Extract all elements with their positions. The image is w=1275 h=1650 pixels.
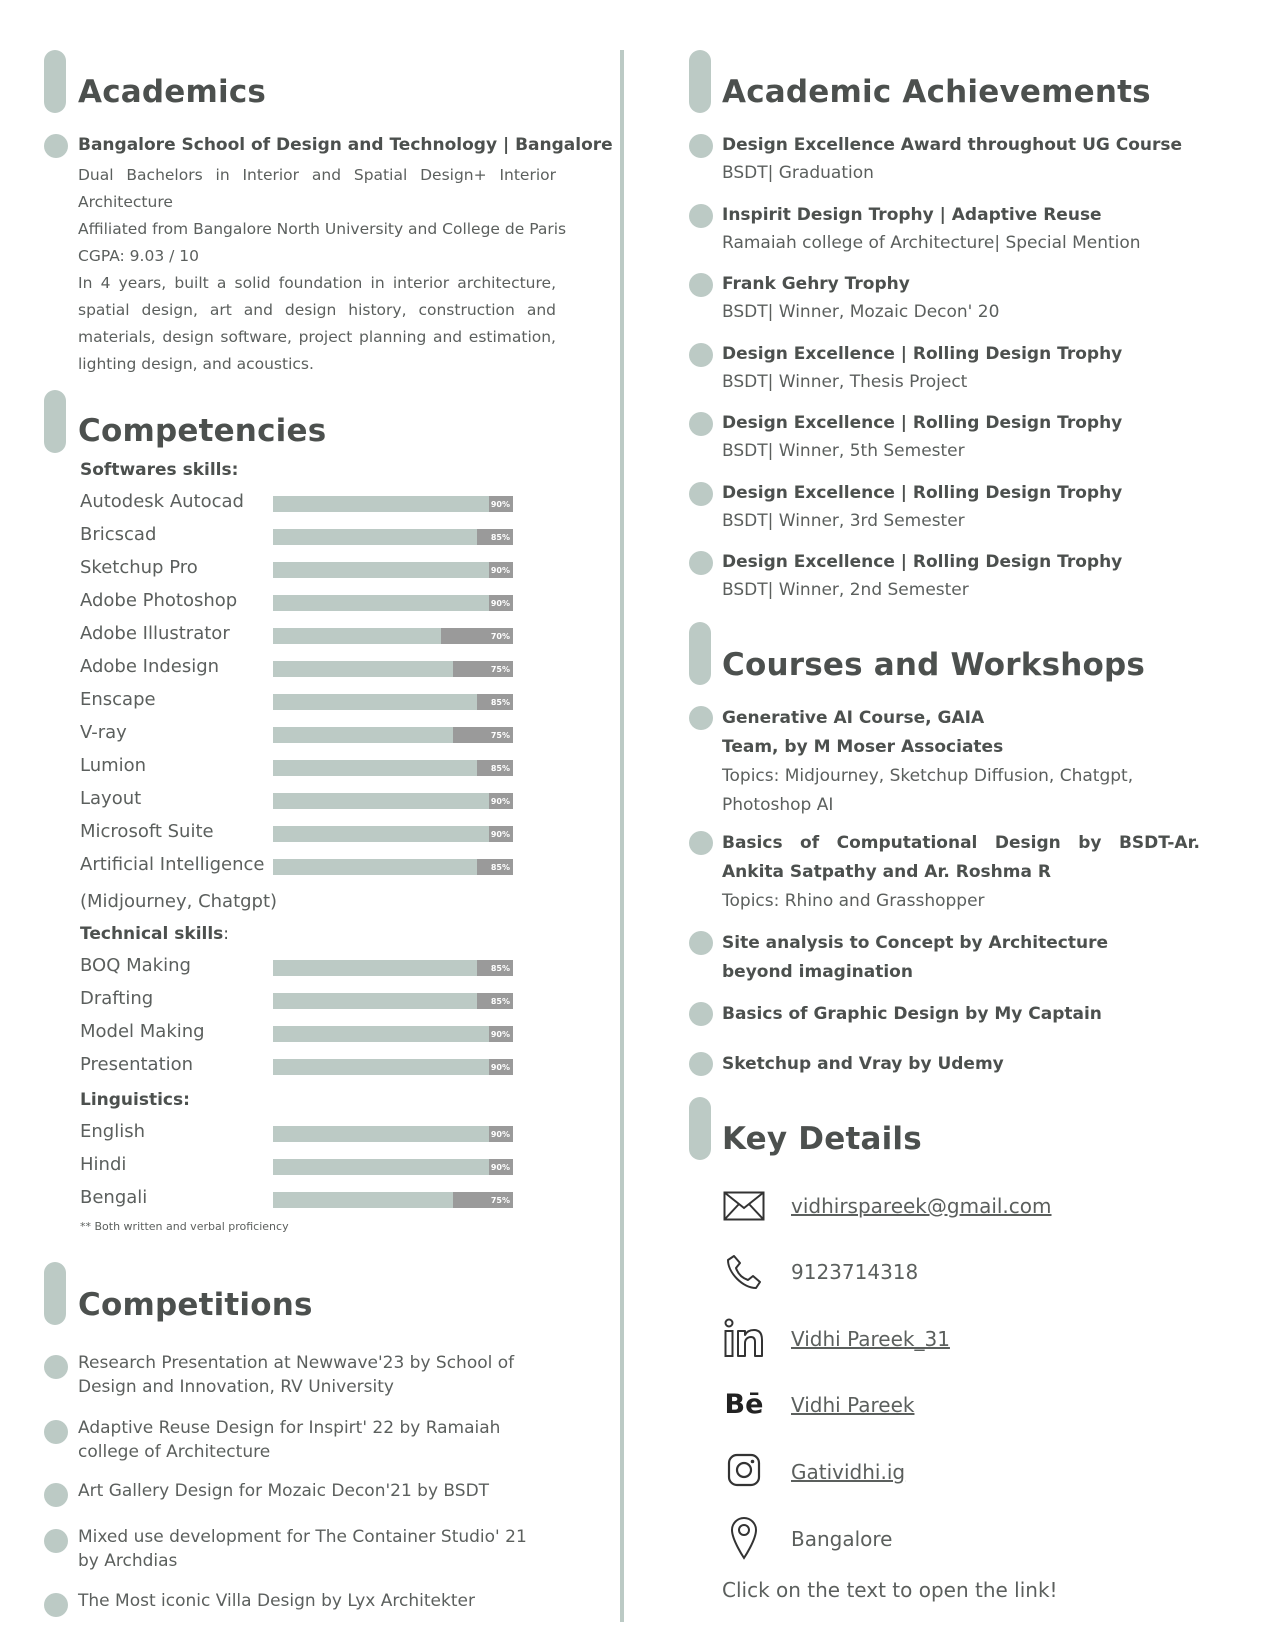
skill-name: Lumion [80, 755, 147, 776]
location-pin-icon [722, 1514, 766, 1562]
affiliation: Affiliated from Bangalore North University and College de Paris [78, 220, 567, 238]
course-title: Site analysis to Concept by Architecture beyond imagination [722, 933, 1108, 982]
skill-percent: 90% [490, 1063, 510, 1072]
competencies-title: Competencies [78, 413, 327, 449]
achievement-detail: BSDT| Winner, 3rd Semester [722, 510, 965, 531]
skill-bar [273, 826, 513, 842]
skill-bar [273, 562, 513, 578]
skill-bar [273, 727, 513, 743]
skill-percent: 75% [490, 665, 510, 674]
skill-bar [273, 1059, 513, 1075]
competition-item-cont: by Archdias [78, 1551, 178, 1571]
bullet-dot [689, 1052, 713, 1076]
competition-item: Mixed use development for The Container Studio' 21 [78, 1527, 527, 1547]
skill-bar [273, 859, 513, 875]
skill-bar [273, 1192, 513, 1208]
course-title: Basics of Computational Design by BSDT-Ar. Ankita Satpathy and Ar. Roshma R [722, 833, 1200, 882]
competition-item: Research Presentation at Newwave'23 by School of [78, 1353, 515, 1373]
degree: Dual Bachelors in Interior and Spatial Design+ Interior Architecture [78, 166, 556, 211]
skill-bar [273, 529, 513, 545]
bullet-dot [689, 412, 713, 436]
course-topics: Topics: Rhino and Grasshopper [722, 891, 985, 911]
achievement-detail: BSDT| Winner, Thesis Project [722, 371, 968, 392]
bullet-dot [689, 482, 713, 506]
bullet-dot [689, 204, 713, 228]
technical-skills-heading: Technical skills: [80, 924, 230, 944]
bullet-dot [44, 1593, 68, 1617]
skill-percent: 90% [490, 1030, 510, 1039]
section-marker [44, 390, 66, 453]
skill-percent: 90% [490, 1163, 510, 1172]
bullet-dot [689, 134, 713, 158]
skill-name: BOQ Making [80, 955, 191, 976]
location-text: Bangalore [791, 1527, 893, 1551]
skill-percent: 90% [490, 500, 510, 509]
skill-percent: 75% [490, 1196, 510, 1205]
academics-summary: In 4 years, built a solid foundation in interior architecture, spatial design, art and design history, construction and materials, design software, project planning and estimation, lighting design, and acoustics. [78, 274, 556, 373]
bullet-dot [689, 931, 713, 955]
email-link[interactable]: vidhirspareek@gmail.com [791, 1194, 1052, 1218]
achievement-title: Inspirit Design Trophy | Adaptive Reuse [722, 204, 1102, 225]
linkedin-link[interactable]: Vidhi Pareek_31 [791, 1327, 950, 1351]
achievement-title: Design Excellence | Rolling Design Trophy [722, 413, 1123, 433]
skill-bar [273, 595, 513, 611]
academics-title: Academics [78, 74, 267, 110]
skill-name: Drafting [80, 988, 154, 1009]
course-title: Basics of Graphic Design by My Captain [722, 1004, 1102, 1024]
column-divider [620, 50, 624, 1622]
bullet-dot [44, 1529, 68, 1553]
bullet-dot [689, 273, 713, 297]
skill-name: Bricscad [80, 524, 157, 545]
skill-name: Model Making [80, 1021, 205, 1042]
bullet-dot [689, 1002, 713, 1026]
achievement-detail: BSDT| Graduation [722, 163, 874, 183]
skill-percent: 85% [490, 863, 510, 872]
skill-percent: 85% [490, 964, 510, 973]
skill-name: English [80, 1121, 145, 1142]
achievement-title: Design Excellence | Rolling Design Trophy [722, 552, 1123, 572]
skill-name: Adobe Illustrator [80, 623, 230, 644]
skill-bar [273, 694, 513, 710]
section-marker [689, 50, 711, 113]
skill-percent: 85% [490, 698, 510, 707]
section-marker [689, 622, 711, 685]
skill-bar [273, 496, 513, 512]
skill-name: Layout [80, 788, 142, 809]
bullet-dot [689, 551, 713, 575]
instagram-icon [722, 1448, 766, 1492]
bullet-dot [44, 1420, 68, 1444]
competition-item-cont: college of Architecture [78, 1442, 271, 1462]
skill-bar [273, 993, 513, 1009]
skill-name: Adobe Photoshop [80, 590, 238, 611]
bullet-dot [689, 706, 713, 730]
skill-percent: 70% [490, 632, 510, 641]
course-title: Sketchup and Vray by Udemy [722, 1054, 1004, 1074]
skill-name: Autodesk Autocad [80, 491, 244, 512]
skill-name: Bengali [80, 1187, 148, 1208]
bullet-dot [689, 831, 713, 855]
section-marker [689, 1097, 711, 1160]
skill-bar [273, 960, 513, 976]
phone-number: 9123714318 [791, 1260, 919, 1284]
skill-percent: 85% [490, 997, 510, 1006]
skill-percent: 90% [490, 1130, 510, 1139]
software-skills-heading: Softwares skills: [80, 460, 239, 480]
achievement-detail: BSDT| Winner, 2nd Semester [722, 580, 969, 600]
language-note: ** Both written and verbal proficiency [80, 1220, 289, 1233]
instagram-link[interactable]: Gatividhi.ig [791, 1460, 906, 1484]
skill-name: V-ray [80, 722, 127, 743]
bullet-dot [44, 1483, 68, 1507]
skill-name: Sketchup Pro [80, 557, 198, 578]
section-marker [44, 1262, 66, 1325]
achievement-title: Design Excellence Award throughout UG Course [722, 135, 1183, 155]
skill-bar [273, 661, 513, 677]
skill-name: Presentation [80, 1054, 194, 1075]
cgpa: CGPA: 9.03 / 10 [78, 247, 199, 265]
achievements-title: Academic Achievements [722, 74, 1151, 110]
skill-bar [273, 1159, 513, 1175]
skill-name: Hindi [80, 1154, 127, 1175]
course-topics: Topics: Midjourney, Sketchup Diffusion, Chatgpt, Photoshop AI [722, 766, 1134, 815]
achievement-title: Design Excellence | Rolling Design Trophy [722, 482, 1123, 503]
competition-item: Adaptive Reuse Design for Inspirt' 22 by Ramaiah [78, 1418, 501, 1438]
skill-percent: 85% [490, 764, 510, 773]
section-marker [44, 50, 66, 113]
link-hint: Click on the text to open the link! [722, 1578, 1058, 1602]
skill-bar [273, 1026, 513, 1042]
competition-item-cont: Design and Innovation, RV University [78, 1377, 394, 1397]
school-name: Bangalore School of Design and Technology | Bangalore [78, 135, 613, 155]
skill-name: Adobe Indesign [80, 656, 220, 677]
linkedin-icon [722, 1316, 766, 1360]
skill-percent: 90% [490, 797, 510, 806]
skill-percent: 85% [490, 533, 510, 542]
achievement-title: Design Excellence | Rolling Design Trophy [722, 343, 1123, 364]
skill-name: Microsoft Suite [80, 821, 214, 842]
key-details-title: Key Details [722, 1121, 922, 1157]
skill-name: Artificial Intelligence [80, 854, 265, 875]
skill-bar [273, 628, 513, 644]
skill-percent: 90% [490, 830, 510, 839]
competition-item: Art Gallery Design for Mozaic Decon'21 by BSDT [78, 1481, 490, 1501]
linguistics-heading: Linguistics: [80, 1090, 190, 1110]
skill-bar [273, 760, 513, 776]
course-title: Generative AI Course, GAIA Team, by M Moser Associates [722, 708, 1004, 757]
behance-icon: Bē [724, 1388, 764, 1420]
skill-bar [273, 1126, 513, 1142]
phone-icon [722, 1250, 766, 1294]
competition-item: The Most iconic Villa Design by Lyx Architekter [78, 1591, 475, 1611]
achievement-detail: BSDT| Winner, Mozaic Decon' 20 [722, 302, 1000, 322]
achievement-detail: Ramaiah college of Architecture| Special Mention [722, 232, 1141, 253]
competitions-title: Competitions [78, 1287, 313, 1323]
bullet-dot [689, 343, 713, 367]
achievement-detail: BSDT| Winner, 5th Semester [722, 441, 965, 461]
bullet-dot [44, 1355, 68, 1379]
behance-link[interactable]: Vidhi Pareek [791, 1393, 915, 1417]
achievement-title: Frank Gehry Trophy [722, 274, 910, 294]
skill-name: Enscape [80, 689, 156, 710]
skill-bar [273, 793, 513, 809]
skill-percent: 75% [490, 731, 510, 740]
courses-title: Courses and Workshops [722, 647, 1146, 683]
envelope-icon [722, 1184, 766, 1228]
bullet-dot [44, 134, 68, 158]
skill-percent: 90% [490, 566, 510, 575]
ai-note: (Midjourney, Chatgpt) [80, 891, 278, 912]
skill-percent: 90% [490, 599, 510, 608]
